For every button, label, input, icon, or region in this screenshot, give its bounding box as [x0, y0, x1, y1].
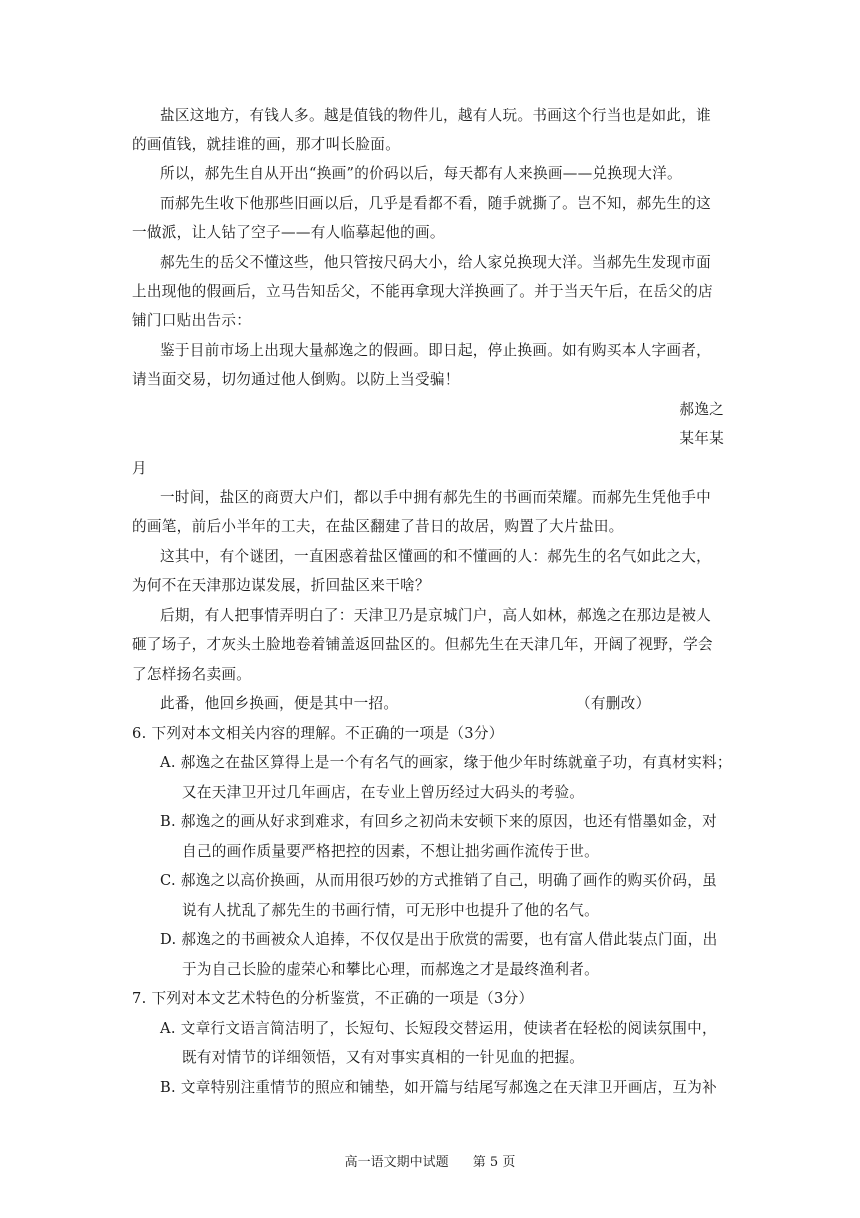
- notice-line: 鉴于目前市场上出现大量郝逸之的假画。即日起，停止换画。如有购买本人字画者，: [160, 342, 712, 359]
- footer-page-number: 第 5 页: [472, 1155, 516, 1170]
- question-7-option-b: B. 文章特别注重情节的照应和铺垫，如开篇与结尾写郝逸之在天津卫开画店，互为补: [160, 1079, 718, 1096]
- question-7-stem: 7. 下列对本文艺术特色的分析鉴赏，不正确的一项是（3分）: [132, 990, 534, 1007]
- question-6-option-b-cont: 自己的画作质量要严格把控的因素，不想让拙劣画作流传于世。: [182, 843, 600, 860]
- question-7-option-a-cont: 既有对情节的详细领悟，又有对事实真相的一针见血的把握。: [182, 1049, 585, 1066]
- passage-line: 铺门口贴出告示：: [132, 312, 252, 329]
- passage-line: 为何不在天津那边谋发展，折回盐区来干啥？: [132, 577, 430, 594]
- notice-date: 某年某: [679, 430, 724, 447]
- passage-line: 上出现他的假画后，立马告知岳父，不能再拿现大洋换画了。并于当天午后，在岳父的店: [132, 283, 713, 300]
- notice-date-continued: 月: [132, 460, 147, 477]
- passage-line: 盐区这地方，有钱人多。越是值钱的物件儿，越有人玩。书画这个行当也是如此，谁: [160, 107, 712, 124]
- passage-line: 一做派，让人钻了空子——有人临摹起他的画。: [132, 224, 445, 241]
- notice-line: 请当面交易，切勿通过他人倒购。以防上当受骗！: [132, 371, 460, 388]
- question-6-option-d: D. 郝逸之的书画被众人追捧，不仅仅是出于欣赏的需要，也有富人借此装点门面，出: [160, 931, 718, 948]
- question-6-option-a-cont: 又在天津卫开过几年画店，在专业上曾历经过大码头的考验。: [182, 784, 585, 801]
- passage-line: 而郝先生收下他那些旧画以后，几乎是看都不看，随手就撕了。岂不知，郝先生的这: [160, 195, 712, 212]
- question-6-stem: 6. 下列对本文相关内容的理解。不正确的一项是（3分）: [132, 725, 504, 742]
- notice-signature: 郝逸之: [679, 401, 724, 418]
- footer-exam-title: 高一语文期中试题: [344, 1155, 449, 1170]
- passage-line: 砸了场子，才灰头土脸地卷着铺盖返回盐区的。但郝先生在天津几年，开阔了视野，学会: [132, 636, 713, 653]
- passage-line: 的画笔，前后小半年的工夫，在盐区翻建了昔日的故居，购置了大片盐田。: [132, 518, 624, 535]
- passage-line: 了怎样扬名卖画。: [132, 666, 252, 683]
- passage-line: 后期，有人把事情弄明白了：天津卫乃是京城门户，高人如林，郝逸之在那边是被人: [160, 607, 712, 624]
- abridged-note: （有删改）: [576, 695, 651, 712]
- question-6-option-d-cont: 于为自己长脸的虚荣心和攀比心理，而郝逸之才是最终渔利者。: [182, 961, 600, 978]
- question-6-option-c: C. 郝逸之以高价换画，从而用很巧妙的方式推销了自己，明确了画作的购买价码，虽: [160, 872, 718, 889]
- passage-line: 所以，郝先生自从开出“换画”的价码以后，每天都有人来换画——兑换现大洋。: [160, 165, 682, 182]
- passage-line: 此番，他回乡换画，便是其中一招。: [160, 695, 399, 712]
- passage-line: 一时间，盐区的商贾大户们，都以手中拥有郝先生的书画而荣耀。而郝先生凭他手中: [160, 489, 712, 506]
- question-6-option-a: A. 郝逸之在盐区算得上是一个有名气的画家，缘于他少年时练就童子功，有真材实料；: [160, 754, 732, 771]
- passage-line: 这其中，有个谜团，一直困惑着盐区懂画的和不懂画的人：郝先生的名气如此之大，: [160, 548, 712, 565]
- passage-line: 郝先生的岳父不懂这些，他只管按尺码大小，给人家兑换现大洋。当郝先生发现市面: [160, 254, 712, 271]
- question-7-option-a: A. 文章行文语言简洁明了，长短句、长短段交替运用，使读者在轻松的阅读氛围中，: [160, 1020, 717, 1037]
- question-6-option-b: B. 郝逸之的画从好求到难求，有回乡之初尚未安顿下来的原因，也还有惜墨如金，对: [160, 813, 718, 830]
- passage-line: 的画值钱，就挂谁的画，那才叫长脸面。: [132, 136, 401, 153]
- page-footer: [0, 1151, 860, 1170]
- question-6-option-c-cont: 说有人扰乱了郝先生的书画行情，可无形中也提升了他的名气。: [182, 902, 600, 919]
